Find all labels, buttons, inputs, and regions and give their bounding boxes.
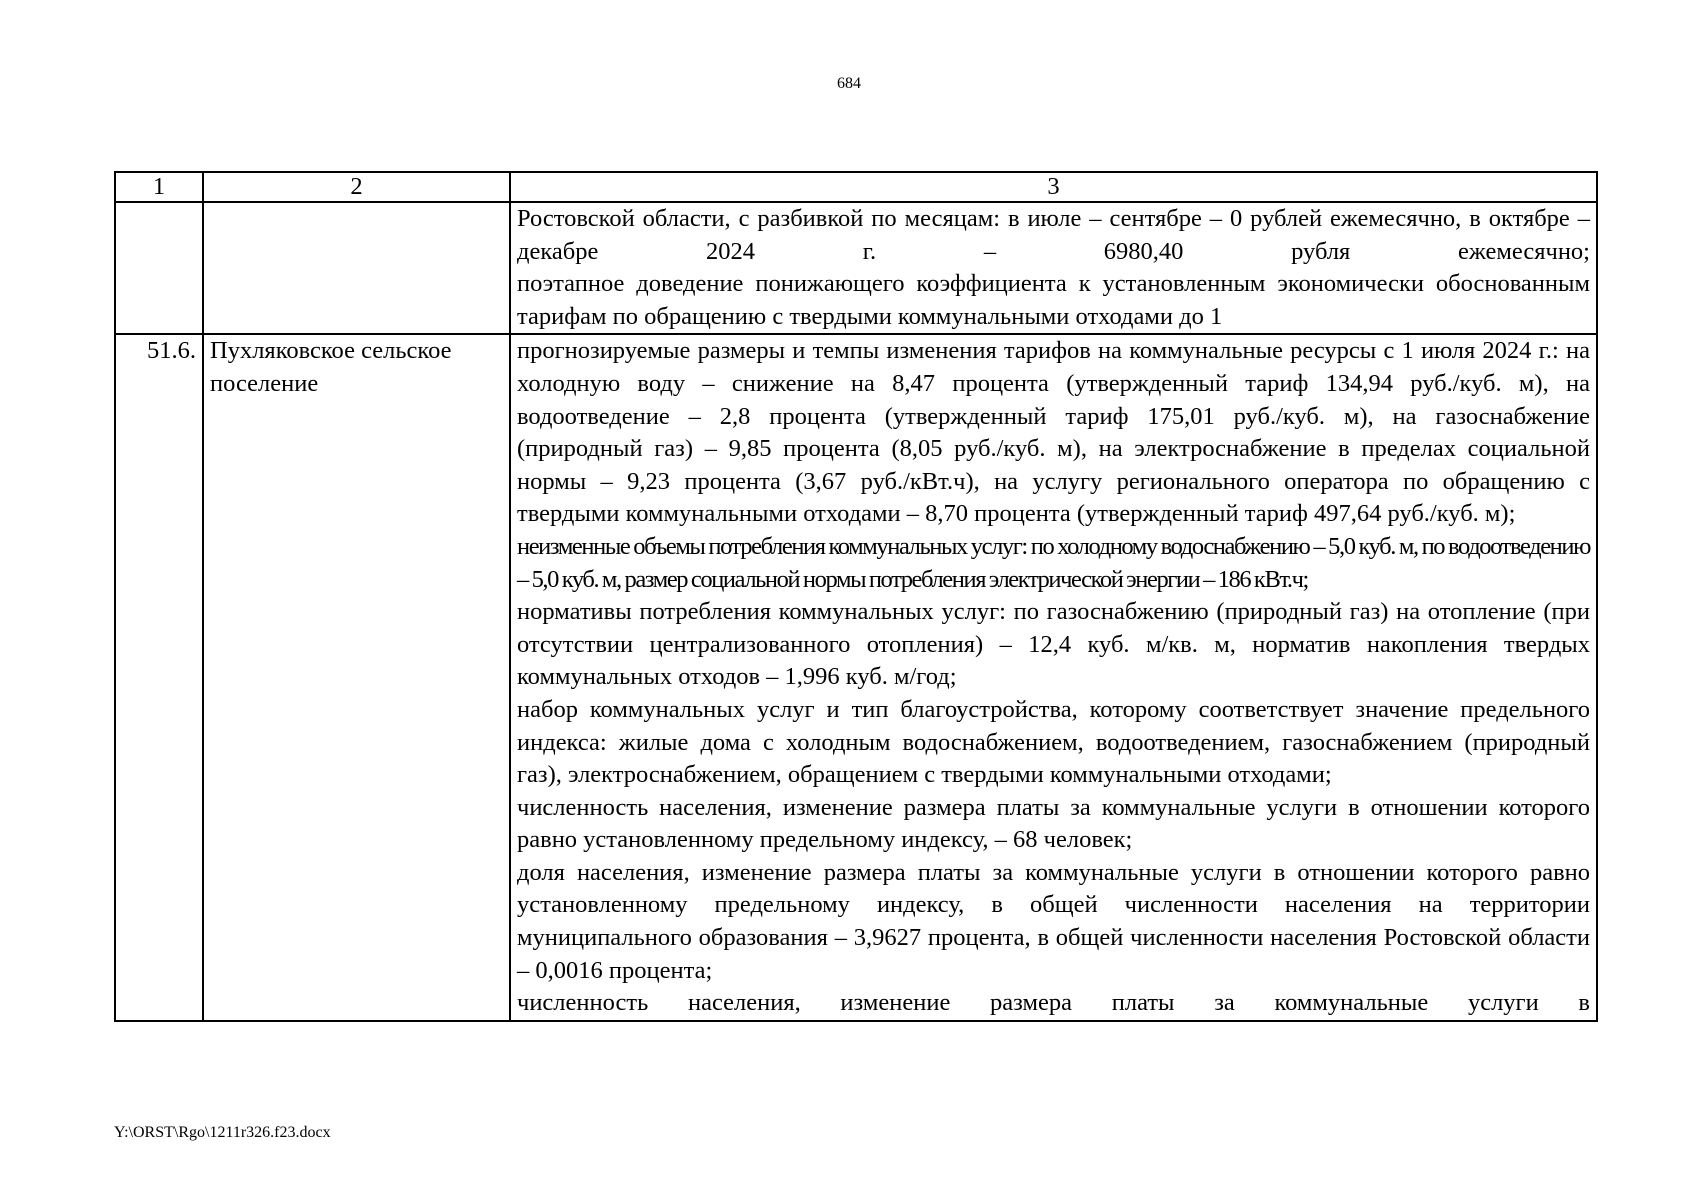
paragraph: численность населения, изменение размера платы за коммунальные услуги в bbox=[517, 989, 1590, 1017]
row-number-cell bbox=[115, 202, 203, 334]
paragraph: поэтапное доведение понижающего коэффициента к установленным экономически обоснованным тарифам по обращению с твердыми коммунальными отходами до 1 bbox=[517, 270, 1590, 330]
description-cell bbox=[510, 334, 1597, 1020]
settlement-cell: Пухляковское сельское поселение bbox=[203, 334, 510, 1020]
paragraph: доля населения, изменение размера платы за коммунальные услуги в отношении которого равно установленному предельному индексу, в общей численности населения на территории муниципального образования – 3,9627 процента, в общей численности населения Ростовской области – 0,0016 процента; bbox=[517, 858, 1590, 984]
footer-file-path: Y:\ORST\Rgo\1211r326.f23.docx bbox=[114, 1124, 331, 1141]
paragraph: неизменные объемы потребления коммунальных услуг: по холодному водоснабжению – 5,0 куб. м, по водоотведению – 5,0 куб. м, размер социальной нормы потребления электрической энергии – 186 кВт.ч; bbox=[517, 532, 1590, 593]
row-number-cell: 51.6. bbox=[115, 334, 203, 1020]
table-header-row bbox=[115, 172, 1597, 202]
tariff-table bbox=[114, 171, 1598, 1022]
paragraph: нормативы потребления коммунальных услуг: по газоснабжению (природный газ) на отопление (при отсутствии централизованного отопления) – 12,4 куб. м/кв. м, норматив накопления твердых коммунальных отходов – 1,996 куб. м/год; bbox=[517, 598, 1590, 691]
table-row-51-6 bbox=[115, 334, 1597, 1020]
header-col-2: 2 bbox=[203, 172, 510, 202]
paragraph: Ростовской области, с разбивкой по месяцам: в июле – сентябре – 0 рублей ежемесячно, в октябре – декабре 2024 г. – 6980,40 рубля ежемесячно; bbox=[517, 205, 1590, 265]
paragraph: прогнозируемые размеры и темпы изменения тарифов на коммунальные ресурсы с 1 июля 2024 г.: на холодную воду – снижение на 8,47 процента (утвержденный тариф 134,94 руб./куб. м), на водоотведение – 2,8 процента (утвержденный тариф 175,01 руб./куб. м), на газоснабжение (природный газ) – 9,85 процента (8,05 руб./куб. м), на электроснабжение в пределах социальной нормы – 9,23 процента (3,67 руб./кВт.ч), на услугу регионального оператора по обращению с твердыми коммунальными отходами – 8,70 процента (утвержденный тариф 497,64 руб./куб. м); bbox=[517, 337, 1590, 528]
header-col-1: 1 bbox=[115, 172, 203, 202]
table-row-continuation bbox=[115, 202, 1597, 334]
paragraph: численность населения, изменение размера платы за коммунальные услуги в отношении которого равно установленному предельному индексу, – 68 человек; bbox=[517, 793, 1590, 854]
header-col-3: 3 bbox=[510, 172, 1597, 202]
description-cell bbox=[510, 202, 1597, 334]
page-number: 684 bbox=[837, 75, 861, 92]
paragraph: набор коммунальных услуг и тип благоустройства, которому соответствует значение предельного индекса: жилые дома с холодным водоснабжением, водоотведением, газоснабжением (природный газ), электроснабжением, обращением с твердыми коммунальными отходами; bbox=[517, 695, 1590, 789]
settlement-cell bbox=[203, 202, 510, 334]
